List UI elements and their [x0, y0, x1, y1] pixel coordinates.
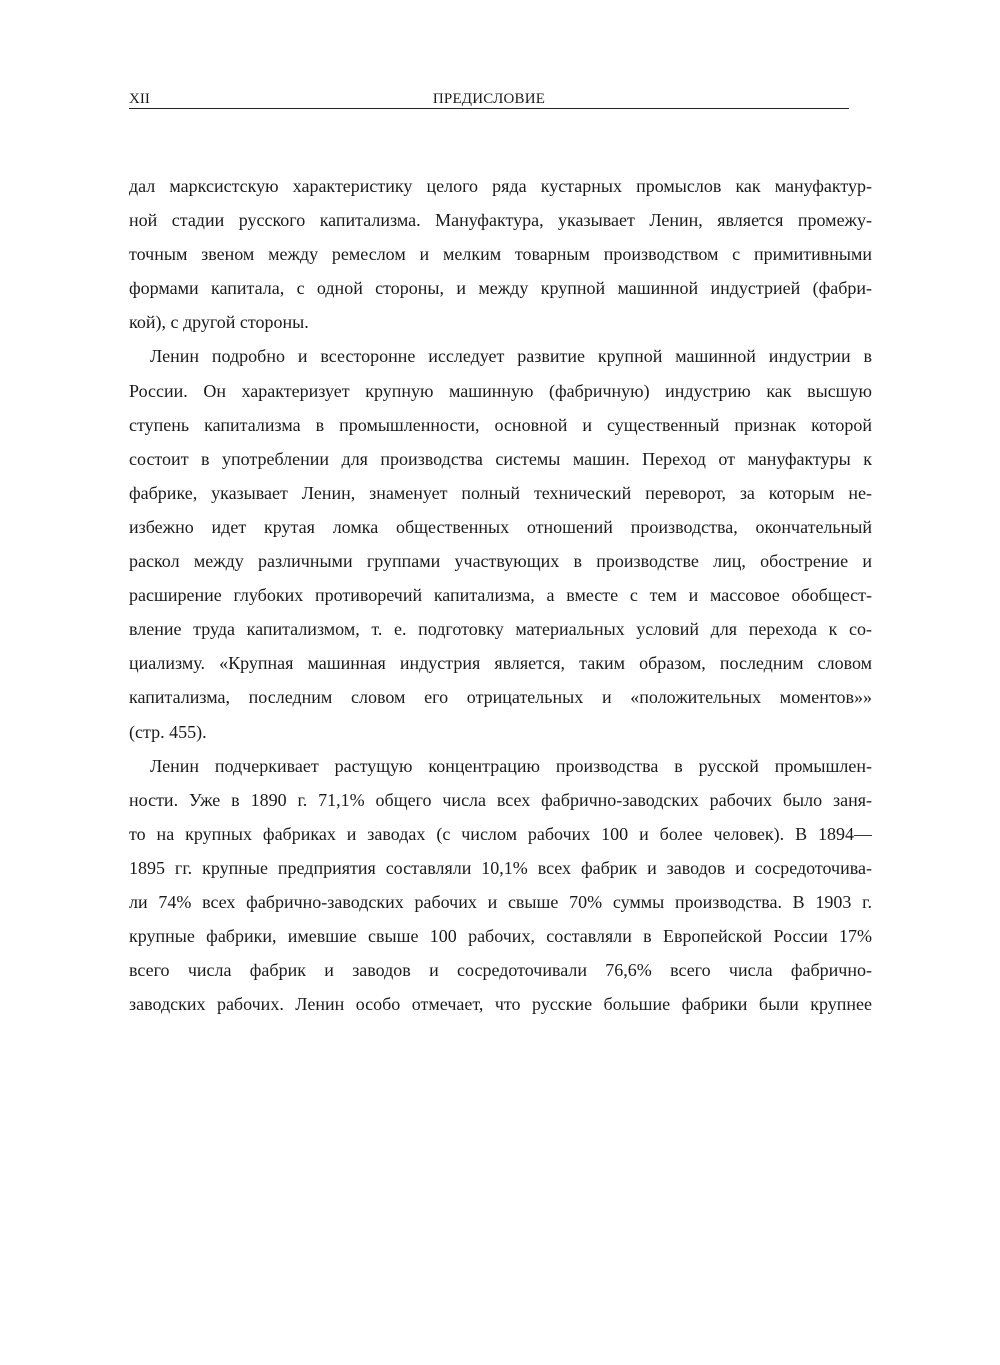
- text-line: формами капитала, с одной стороны, и между крупной машинной индустрией (фабри-: [129, 278, 872, 299]
- paragraph-1: [129, 169, 872, 339]
- text-line: ной стадии русского капитализма. Мануфактура, указывает Ленин, является промежу-: [129, 210, 872, 231]
- text-line: Ленин подробно и всесторонне исследует развитие крупной машинной индустрии в: [150, 346, 872, 367]
- text-line: избежно идет крутая ломка общественных отношений производства, окончательный: [129, 516, 872, 537]
- text-line: расширение глубоких противоречий капитализма, а вместе с тем и массовое обобщест-: [129, 585, 872, 606]
- running-title: ПРЕДИСЛОВИЕ: [432, 91, 546, 107]
- text-line: (стр. 455).: [129, 721, 207, 742]
- running-header: [129, 90, 849, 109]
- text-line: то на крупных фабриках и заводах (с числом рабочих 100 и более человек). В 1894—: [129, 823, 872, 844]
- text-line: заводских рабочих. Ленин особо отмечает, что русские большие фабрики были крупнее: [129, 994, 872, 1015]
- paragraph-3: [129, 749, 872, 1022]
- text-line: капитализма, последним словом его отрицательных и «положительных моментов»»: [129, 687, 872, 708]
- text-line: кой), с другой стороны.: [129, 312, 309, 333]
- text-line: крупные фабрики, имевшие свыше 100 рабочих, составляли в Европейской России 17%: [129, 926, 872, 947]
- text-line: точным звеном между ремеслом и мелким товарным производством с примитивными: [129, 244, 872, 265]
- text-line: циализму. «Крупная машинная индустрия является, таким образом, последним словом: [129, 653, 872, 674]
- text-line: фабрике, указывает Ленин, знаменует полный технический переворот, за которым не-: [129, 482, 872, 503]
- text-line: вление труда капитализмом, т. е. подготовку материальных условий для перехода к со-: [129, 619, 872, 640]
- text-line: России. Он характеризует крупную машинную (фабричную) индустрию как высшую: [129, 380, 872, 401]
- text-line: ности. Уже в 1890 г. 71,1% общего числа всех фабрично-заводских рабочих было заня-: [129, 789, 872, 810]
- text-line: всего числа фабрик и заводов и сосредоточивали 76,6% всего числа фабрично-: [129, 960, 872, 981]
- body-text: [129, 169, 872, 1021]
- text-line: Ленин подчеркивает растущую концентрацию производства в русской промышлен-: [150, 755, 872, 776]
- text-line: ступень капитализма в промышленности, основной и существенный признак которой: [129, 414, 872, 435]
- text-line: дал марксистскую характеристику целого ряда кустарных промыслов как мануфактур-: [129, 176, 872, 196]
- page-number: XII: [129, 91, 150, 107]
- paragraph-2: [129, 339, 872, 748]
- text-line: ли 74% всех фабрично-заводских рабочих и свыше 70% суммы производства. В 1903 г.: [129, 891, 872, 912]
- text-line: состоит в употреблении для производства системы машин. Переход от мануфактуры к: [129, 448, 872, 469]
- text-line: 1895 гг. крупные предприятия составляли 10,1% всех фабрик и заводов и сосредоточива-: [129, 857, 872, 878]
- text-line: раскол между различными группами участвующих в производстве лиц, обострение и: [129, 551, 872, 572]
